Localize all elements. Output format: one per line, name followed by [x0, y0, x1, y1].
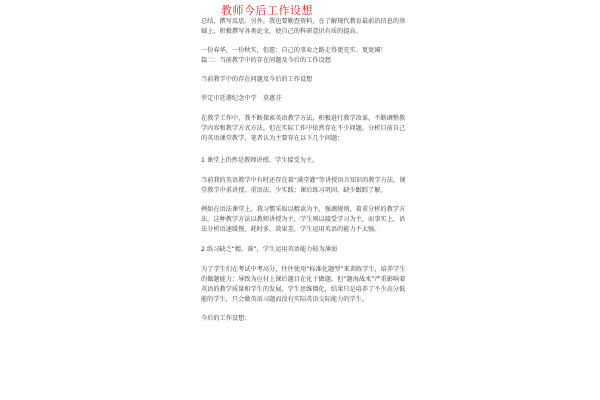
- paragraph-summary: 总结，撰写反思。另外，我也要勤查资料，在了解现代教育最前沿信息的基础上，积极撰写各类论文，使自己的科研意识有质的提高。: [201, 18, 406, 35]
- paragraph-intro: 在教学工作中，我不断探索英语教学方法，积极进行教学改革，不断调整教学内容和教学方式方法，但在实际工作中依然存在不少问题，分析目前自己的英语课堂教学，笔者认为主要存在以下几个问题：: [201, 115, 406, 142]
- paragraph-point-1-detail: 当前我的英语教学中有时还存在着“满堂灌”等讲授语言知识的教学方法，课堂教学中重讲授、重语法、少实践；课后练习巩固、缺少跟踪了解。: [201, 177, 406, 194]
- paragraph-author: 罗定市廷谐纪念中学 莫惠芬: [201, 95, 282, 102]
- paragraph-future-plan: 今后的工作设想：: [201, 315, 251, 322]
- paragraph-grammar-example: 例如在语法课堂上，我习惯采取以精读为主，强调规则，着重分析的教学方法。这种教学方法以教师讲授为主，学生则以接受学习为主，而事实上，语法分析语速缓慢，耗时多，效果差，学生运用英语的能力不太强。: [201, 206, 406, 233]
- paragraph-subtitle: 当前教学中的存在问题及今后的工作设想: [201, 76, 313, 83]
- paragraph-point-2-detail: 为了学生们在考试中考高分，往往使用“标准化题型”来训练学生，培养学生的做题能力；导致为应付上课后题目在化于做题。但“题海战术”严重影响着英语的教学质量和学生的发展，学生思维僵化，结果只是培养了不少高分低能的学生，只会做英语习题而没有实际英语交际能力的学生。: [201, 266, 406, 303]
- paragraph-point-1: 1 课堂上仍然是教师讲授、学生接受为主。: [201, 157, 319, 164]
- paragraph-section-heading: 篇二：当前教学中的存在问题及今后的工作设想: [201, 57, 331, 64]
- document-body: [201, 17, 409, 324]
- paragraph-closing: 一份春华，一份秋实，但愿：自己的事业之路走得更充实、更宽阔！: [201, 47, 387, 54]
- paragraph-point-2: 2 练习缺乏“精、准”，学生运用英语能力较为薄弱: [201, 246, 338, 253]
- document-title: 教师今后工作设想: [221, 4, 313, 17]
